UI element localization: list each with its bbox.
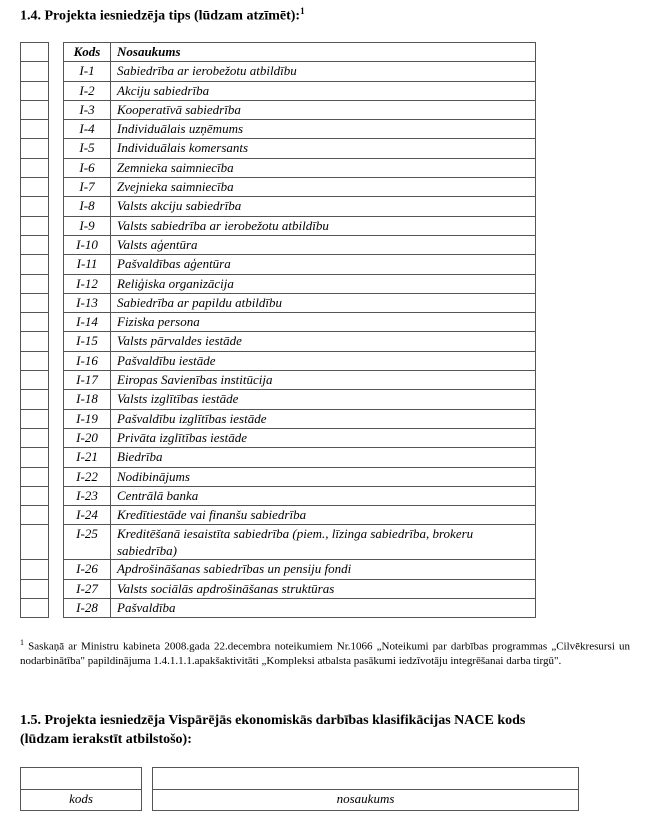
type-checkbox[interactable]	[21, 158, 49, 177]
table-row	[21, 158, 536, 177]
type-checkbox-area[interactable]	[21, 468, 48, 486]
type-checkbox-area[interactable]	[21, 62, 48, 80]
type-code: I-19	[64, 409, 111, 428]
type-name: Sabiedrība ar papildu atbildību	[111, 293, 536, 312]
type-code: I-18	[64, 390, 111, 409]
footnote-marker: 1	[20, 638, 24, 647]
type-checkbox[interactable]	[21, 178, 49, 197]
table-row	[21, 62, 536, 81]
type-checkbox-area[interactable]	[21, 487, 48, 505]
type-code: I-17	[64, 371, 111, 390]
section-1-4-title	[20, 6, 305, 25]
type-code: I-3	[64, 100, 111, 119]
type-checkbox[interactable]	[21, 100, 49, 119]
footnote-ref: 1	[300, 6, 305, 16]
table-row	[21, 197, 536, 216]
type-name: Zvejnieka saimniecība	[111, 178, 536, 197]
type-code: I-27	[64, 579, 111, 598]
type-name: Individuālais uzņēmums	[111, 120, 536, 139]
type-checkbox[interactable]	[21, 579, 49, 598]
type-code: I-20	[64, 428, 111, 447]
type-name: Valsts sabiedrība ar ierobežotu atbildību	[111, 216, 536, 235]
table-row	[21, 120, 536, 139]
table-row	[21, 178, 536, 197]
type-code: I-21	[64, 448, 111, 467]
type-name: Pašvaldību izglītības iestāde	[111, 409, 536, 428]
type-code: I-22	[64, 467, 111, 486]
type-name: Individuālais komersants	[111, 139, 536, 158]
type-name: Valsts sociālās apdrošināšanas struktūras	[111, 579, 536, 598]
section-1-5-title-line2: (lūdzam ierakstīt atbilstošo):	[20, 732, 192, 747]
type-name: Kredītiestāde vai finanšu sabiedrība	[111, 506, 536, 525]
type-name: Pašvaldību iestāde	[111, 351, 536, 370]
applicant-type-table	[20, 42, 536, 618]
type-checkbox[interactable]	[21, 506, 49, 525]
header-name: Nosaukums	[111, 43, 536, 62]
type-code: I-24	[64, 506, 111, 525]
type-checkbox-area[interactable]	[21, 197, 48, 215]
type-name: Akciju sabiedrība	[111, 81, 536, 100]
nace-name-input[interactable]	[153, 768, 578, 790]
type-name: Valsts akciju sabiedrība	[111, 197, 536, 216]
type-name: Apdrošināšanas sabiedrības un pensiju fondi	[111, 560, 536, 579]
type-checkbox[interactable]	[21, 332, 49, 351]
type-name: Pašvaldības aģentūra	[111, 255, 536, 274]
type-checkbox-area[interactable]	[21, 580, 48, 598]
type-checkbox-area[interactable]	[21, 371, 48, 389]
nace-name-box	[152, 767, 579, 811]
nace-name-label: nosaukums	[336, 791, 395, 806]
nace-code-box	[20, 767, 142, 811]
type-name: Reliģiska organizācija	[111, 274, 536, 293]
table-row	[21, 332, 536, 351]
type-checkbox-area[interactable]	[21, 410, 48, 428]
type-checkbox[interactable]	[21, 274, 49, 293]
type-name: Eiropas Savienības institūcija	[111, 371, 536, 390]
type-checkbox-area[interactable]	[21, 506, 48, 524]
type-checkbox[interactable]	[21, 599, 49, 618]
type-code: I-16	[64, 351, 111, 370]
type-name: Fiziska persona	[111, 313, 536, 332]
table-row	[21, 81, 536, 100]
table-row	[21, 293, 536, 312]
table-row	[21, 139, 536, 158]
table-row	[21, 351, 536, 370]
table-row	[21, 409, 536, 428]
type-code: I-13	[64, 293, 111, 312]
type-checkbox-area[interactable]	[21, 275, 48, 293]
section-1-5-title-line1: 1.5. Projekta iesniedzēja Vispārējās ekonomiskās darbības klasifikācijas NACE kods	[20, 713, 526, 728]
table-row	[21, 525, 536, 560]
type-name: Nodibinājums	[111, 467, 536, 486]
type-checkbox-area[interactable]	[21, 120, 48, 138]
type-checkbox[interactable]	[21, 139, 49, 158]
header-check-cell	[21, 43, 49, 62]
table-row	[21, 216, 536, 235]
table-row	[21, 599, 536, 618]
type-checkbox[interactable]	[21, 62, 49, 81]
type-code: I-15	[64, 332, 111, 351]
nace-code-label: kods	[69, 791, 93, 806]
type-code: I-10	[64, 235, 111, 254]
footnote	[20, 636, 630, 668]
type-code: I-12	[64, 274, 111, 293]
type-checkbox-area[interactable]	[21, 332, 48, 350]
type-name: Valsts aģentūra	[111, 235, 536, 254]
table-row	[21, 579, 536, 598]
type-name: Sabiedrība ar ierobežotu atbildību	[111, 62, 536, 81]
table-row	[21, 313, 536, 332]
table-row	[21, 255, 536, 274]
table-row	[21, 467, 536, 486]
type-code: I-25	[64, 525, 111, 560]
table-row	[21, 428, 536, 447]
type-name: Kooperatīvā sabiedrība	[111, 100, 536, 119]
type-checkbox[interactable]	[21, 255, 49, 274]
type-checkbox[interactable]	[21, 371, 49, 390]
type-code: I-2	[64, 81, 111, 100]
table-header-row	[21, 43, 536, 62]
type-checkbox[interactable]	[21, 197, 49, 216]
type-checkbox-area[interactable]	[21, 178, 48, 196]
type-checkbox-area[interactable]	[21, 217, 48, 235]
type-code: I-26	[64, 560, 111, 579]
table-row	[21, 371, 536, 390]
table-row	[21, 100, 536, 119]
type-checkbox-area[interactable]	[21, 390, 48, 408]
type-checkbox-area[interactable]	[21, 352, 48, 370]
table-row	[21, 390, 536, 409]
type-checkbox-area[interactable]	[21, 429, 48, 447]
type-code: I-9	[64, 216, 111, 235]
type-checkbox-area[interactable]	[21, 448, 48, 466]
table-row	[21, 506, 536, 525]
type-code: I-1	[64, 62, 111, 81]
type-name: Valsts pārvaldes iestāde	[111, 332, 536, 351]
type-checkbox[interactable]	[21, 81, 49, 100]
type-checkbox[interactable]	[21, 216, 49, 235]
table-row	[21, 274, 536, 293]
type-checkbox-area[interactable]	[21, 560, 48, 578]
type-checkbox-area[interactable]	[21, 294, 48, 312]
section-1-4-title-text: 1.4. Projekta iesniedzēja tips (lūdzam atzīmēt):	[20, 8, 301, 24]
type-checkbox-area[interactable]	[21, 525, 48, 559]
table-row	[21, 486, 536, 505]
type-checkbox-area[interactable]	[21, 236, 48, 254]
type-code: I-28	[64, 599, 111, 618]
type-name: Valsts izglītības iestāde	[111, 390, 536, 409]
type-checkbox[interactable]	[21, 390, 49, 409]
type-code: I-6	[64, 158, 111, 177]
section-1-5-title	[20, 711, 525, 749]
type-checkbox-area[interactable]	[21, 599, 48, 617]
type-checkbox-area[interactable]	[21, 139, 48, 157]
type-name: Privāta izglītības iestāde	[111, 428, 536, 447]
type-checkbox[interactable]	[21, 409, 49, 428]
table-row	[21, 448, 536, 467]
type-checkbox[interactable]	[21, 448, 49, 467]
type-code: I-7	[64, 178, 111, 197]
type-checkbox[interactable]	[21, 560, 49, 579]
type-checkbox[interactable]	[21, 486, 49, 505]
table-row	[21, 235, 536, 254]
type-checkbox-area[interactable]	[21, 313, 48, 331]
type-checkbox[interactable]	[21, 120, 49, 139]
table-row	[21, 560, 536, 579]
type-name: Kreditēšanā iesaistīta sabiedrība (piem., līzinga sabiedrība, brokeru sabiedrība)	[111, 525, 536, 560]
type-code: I-4	[64, 120, 111, 139]
type-code: I-5	[64, 139, 111, 158]
type-checkbox[interactable]	[21, 293, 49, 312]
footnote-text: Saskaņā ar Ministru kabineta 2008.gada 22.decembra noteikumiem Nr.1066 „Noteikumi par darbības programmas „Cilvēkresursi un nodarbinātība" papildinājuma 1.4.1.1.1.apakšaktivitāti „Kompleksi atbalsta pasākumi iedzīvotāju integrēšanai darba tirgū".	[20, 640, 630, 667]
type-name: Zemnieka saimniecība	[111, 158, 536, 177]
type-name: Centrālā banka	[111, 486, 536, 505]
type-checkbox-area[interactable]	[21, 159, 48, 177]
type-checkbox[interactable]	[21, 313, 49, 332]
type-checkbox-area[interactable]	[21, 82, 48, 100]
type-checkbox-area[interactable]	[21, 101, 48, 119]
type-name: Pašvaldība	[111, 599, 536, 618]
type-code: I-11	[64, 255, 111, 274]
nace-code-input[interactable]	[21, 768, 141, 790]
header-code: Kods	[64, 43, 111, 62]
type-checkbox-area[interactable]	[21, 255, 48, 273]
type-checkbox[interactable]	[21, 351, 49, 370]
type-checkbox[interactable]	[21, 428, 49, 447]
type-code: I-8	[64, 197, 111, 216]
type-checkbox[interactable]	[21, 235, 49, 254]
type-code: I-14	[64, 313, 111, 332]
type-checkbox[interactable]	[21, 525, 49, 560]
type-checkbox[interactable]	[21, 467, 49, 486]
type-code: I-23	[64, 486, 111, 505]
type-name: Biedrība	[111, 448, 536, 467]
